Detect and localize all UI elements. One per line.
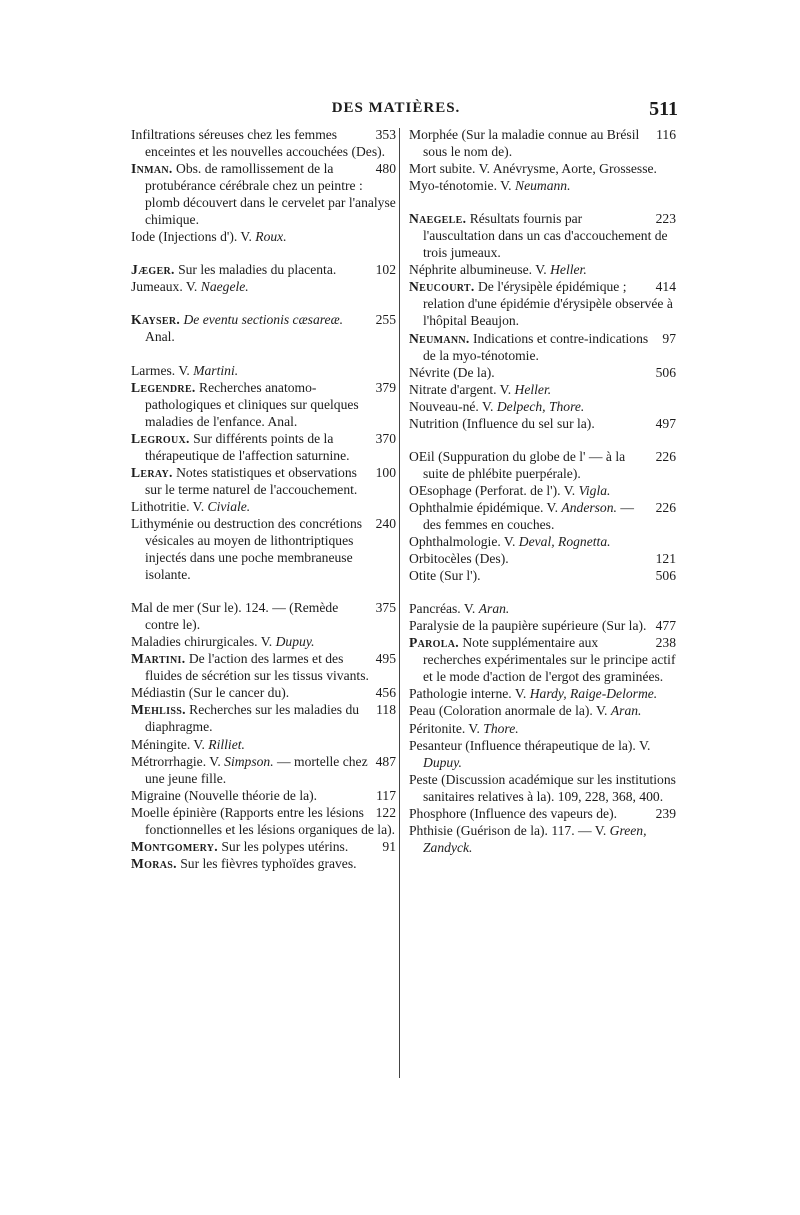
index-entry	[409, 685, 676, 702]
entry-cross-reference: Vigla.	[578, 482, 611, 498]
entry-page-number: 121	[655, 551, 676, 567]
section-gap	[409, 194, 676, 210]
entry-page-number: 118	[376, 702, 396, 718]
entry-page-number: 480	[375, 161, 396, 177]
entry-text: Pesanteur (Influence thérapeutique de la). V.	[409, 737, 651, 753]
entry-page-number: 226	[655, 448, 676, 464]
entry-cross-reference: Dupuy.	[423, 754, 462, 770]
entry-text: Iode (Injections d'). V.	[131, 229, 252, 245]
entry-page-number: 240	[375, 515, 396, 531]
index-entry	[409, 482, 676, 499]
entry-text: Obs. de ramollissement de la protubérance cérébrale chez un peintre : plomb découvert dans le cervelet par l'analyse chimique.	[145, 161, 396, 228]
entry-text: Néphrite albumineuse. V.	[409, 262, 547, 278]
entry-text: Nutrition (Influence du sel sur la).	[409, 415, 595, 431]
index-entry	[131, 787, 396, 804]
entry-text: Migraine (Nouvelle théorie de la).	[131, 787, 318, 803]
entry-page-number: 91	[382, 838, 396, 854]
entry-text: Paralysie de la paupière supérieure (Sur la).	[409, 618, 647, 634]
entry-cross-reference: Dupuy.	[275, 634, 315, 650]
entry-cross-reference: Green, Zandyck.	[423, 822, 647, 855]
entry-text: Peste (Discussion académique sur les institutions sanitaires relatives à la). 109, 228, 368, 400.	[409, 771, 676, 804]
entry-text: Otite (Sur l').	[409, 568, 481, 584]
entry-author: Leray.	[131, 464, 173, 480]
index-column-left	[131, 126, 396, 872]
section-gap	[131, 245, 396, 261]
entry-text: Ophthalmologie. V.	[409, 534, 516, 550]
entry-text: Infiltrations séreuses chez les femmes enceintes et les nouvelles accouchées (Des).	[131, 127, 386, 160]
entry-text: Maladies chirurgicales. V.	[131, 634, 273, 650]
index-entry	[131, 498, 396, 515]
index-entry	[409, 771, 676, 805]
entry-page-number: 223	[655, 211, 676, 227]
entry-cross-reference: Simpson.	[224, 753, 274, 769]
entry-text: Métrorrhagie. V.	[131, 753, 221, 769]
entry-text: Note supplémentaire aux recherches expérimentales sur le principe actif et le mode d'action de l'ergot des graminées.	[423, 635, 676, 685]
entry-page-number: 456	[375, 685, 396, 701]
entry-text: Lithotritie. V.	[131, 498, 205, 514]
entry-page-number: 116	[656, 127, 676, 142]
entry-cross-reference: Heller.	[550, 262, 587, 278]
index-entry	[409, 330, 676, 364]
entry-text: Sur différents points de la thérapeutique de l'affection saturnine.	[145, 430, 350, 463]
index-entry	[131, 599, 396, 633]
section-gap	[131, 295, 396, 311]
entry-author: Parola.	[409, 635, 459, 651]
index-entry	[131, 379, 396, 430]
entry-text: Ophthalmie épidémique. V.	[409, 499, 559, 515]
entry-cross-reference: Deval, Rognetta.	[518, 534, 611, 550]
entry-page-number: 239	[655, 805, 676, 821]
entry-cross-reference: Thore.	[483, 720, 519, 736]
entry-cross-reference: Heller.	[514, 381, 552, 397]
entry-author: Naegele.	[409, 211, 467, 227]
entry-cross-reference: Rilliet.	[208, 736, 245, 752]
entry-cross-reference: Hardy, Raige-Delorme.	[529, 686, 658, 702]
entry-text: OEsophage (Perforat. de l'). V.	[409, 482, 576, 498]
index-entry	[409, 533, 676, 550]
entry-text: Sur les polypes utérins.	[221, 838, 349, 854]
entry-cross-reference: Neumann.	[515, 178, 571, 194]
index-entry	[131, 464, 396, 498]
entry-page-number: 117	[376, 787, 396, 803]
entry-text: Pancréas. V.	[409, 601, 476, 617]
entry-page-number: 255	[375, 312, 396, 328]
entry-text: Pathologie interne. V.	[409, 686, 527, 702]
index-entry	[409, 177, 676, 194]
entry-page-number: 379	[375, 379, 396, 395]
index-entry	[131, 515, 396, 583]
index-entry	[409, 210, 676, 261]
index-entry	[409, 160, 676, 177]
entry-cross-reference: Aran.	[478, 601, 510, 617]
index-entry	[409, 617, 676, 634]
entry-title-italic: De eventu sectionis cæsareæ.	[183, 312, 344, 328]
entry-text: Myo-ténotomie. V.	[409, 178, 512, 194]
entry-author: Martini.	[131, 651, 186, 667]
index-entry	[409, 567, 676, 584]
entry-text: Sur les maladies du placenta.	[178, 262, 337, 278]
entry-page-number: 497	[655, 415, 676, 431]
entry-text: OEil (Suppuration du globe de l' — à la suite de phlébite puerpérale).	[409, 448, 626, 481]
index-column-right	[409, 126, 676, 856]
section-gap	[131, 346, 396, 362]
entry-text: Méningite. V.	[131, 736, 205, 752]
entry-page-number: 414	[655, 279, 676, 295]
entry-text: Peau (Coloration anormale de la). V.	[409, 703, 608, 719]
entry-text-continued: — des femmes en couches.	[423, 499, 634, 532]
entry-cross-reference: Naegele.	[200, 279, 249, 295]
entry-text: Anal.	[145, 329, 175, 345]
index-entry	[131, 430, 396, 464]
index-entry	[131, 278, 396, 295]
entry-text-continued: — mortelle chez une jeune fille.	[145, 753, 368, 786]
index-entry	[409, 261, 676, 278]
index-entry	[409, 550, 676, 567]
entry-text: Mort subite. V. Anévrysme, Aorte, Grossesse.	[409, 161, 657, 177]
entry-cross-reference: Aran.	[610, 703, 642, 719]
entry-text: Nouveau-né. V.	[409, 398, 494, 414]
index-entry	[409, 398, 676, 415]
entry-text: Sur les fièvres typhoïdes graves.	[180, 855, 357, 871]
index-entry	[131, 650, 396, 684]
index-entry	[131, 228, 396, 245]
index-entry	[409, 381, 676, 398]
index-entry	[131, 804, 396, 838]
index-entry	[409, 600, 676, 617]
index-entry	[131, 126, 396, 160]
index-entry	[409, 737, 676, 771]
entry-text: Indications et contre-indications de la myo-ténotomie.	[423, 330, 649, 363]
entry-text: Recherches sur les maladies du diaphragme.	[145, 702, 360, 735]
section-gap	[131, 583, 396, 599]
entry-author: Inman.	[131, 161, 173, 177]
entry-author: Jæger.	[131, 262, 175, 278]
running-title: DES MATIÈRES.	[331, 100, 461, 116]
index-entry	[409, 364, 676, 381]
entry-text: Phosphore (Influence des vapeurs de).	[409, 805, 617, 821]
entry-author: Legroux.	[131, 430, 190, 446]
entry-page-number: 122	[375, 804, 396, 820]
section-gap	[409, 432, 676, 448]
index-entry	[131, 736, 396, 753]
entry-author: Montgomery.	[131, 838, 218, 854]
entry-text: Morphée (Sur la maladie connue au Brésil sous le nom de).	[409, 127, 640, 160]
entry-author: Neucourt.	[409, 279, 475, 295]
index-entry	[131, 362, 396, 379]
entry-page-number: 477	[655, 618, 676, 634]
entry-cross-reference: Civiale.	[207, 498, 251, 514]
entry-page-number: 102	[375, 262, 396, 278]
index-entry	[409, 822, 676, 856]
entry-author: Moras.	[131, 855, 177, 871]
entry-text: Médiastin (Sur le cancer du).	[131, 685, 290, 701]
index-entry	[409, 415, 676, 432]
index-entry	[409, 448, 676, 482]
entry-text: Lithyménie ou destruction des concrétions vésicales au moyen de lithontriptiques injectés dans une poche membraneuse isolante.	[131, 515, 363, 583]
index-entry	[131, 261, 396, 278]
entry-page-number: 375	[375, 600, 396, 616]
entry-text: De l'érysipèle épidémique ; relation d'une épidémie d'érysipèle observée à l'hôpital Beaujon.	[423, 279, 673, 329]
index-entry	[131, 855, 396, 872]
entry-page-number: 506	[655, 568, 676, 584]
entry-text: Péritonite. V.	[409, 720, 480, 736]
entry-cross-reference: Delpech, Thore.	[496, 398, 585, 414]
index-entry	[131, 753, 396, 787]
page-number: 511	[649, 98, 678, 120]
index-entry	[131, 701, 396, 735]
index-entry	[409, 126, 676, 160]
entry-text: Mal de mer (Sur le). 124. — (Remède contre le).	[131, 600, 339, 633]
entry-page-number: 370	[375, 430, 396, 446]
entry-page-number: 226	[655, 499, 676, 515]
index-entry	[409, 634, 676, 685]
entry-author: Legendre.	[131, 379, 196, 395]
entry-text: Phthisie (Guérison de la). 117. — V.	[409, 822, 607, 838]
entry-author: Neumann.	[409, 330, 470, 346]
entry-text: Notes statistiques et observations sur le terme naturel de l'accouchement.	[145, 464, 358, 497]
entry-page-number: 495	[375, 651, 396, 667]
entry-page-number: 487	[375, 753, 396, 769]
index-entry	[409, 278, 676, 329]
entry-text: Résultats fournis par l'auscultation dans un cas d'accouchement de trois jumeaux.	[423, 211, 668, 261]
index-entry	[131, 838, 396, 855]
entry-cross-reference: Roux.	[255, 229, 287, 245]
entry-cross-reference: Anderson.	[561, 499, 617, 515]
entry-text: Orbitocèles (Des).	[409, 551, 509, 567]
column-divider	[399, 128, 400, 1078]
entry-text: Nitrate d'argent. V.	[409, 381, 512, 397]
entry-text: Névrite (De la).	[409, 364, 495, 380]
entry-cross-reference: Martini.	[193, 362, 239, 378]
entry-page-number: 238	[655, 635, 676, 651]
section-gap	[409, 584, 676, 600]
entry-text: Recherches anatomo-pathologiques et cliniques sur quelques maladies de l'enfance. Anal.	[145, 379, 359, 429]
index-entry	[409, 702, 676, 719]
index-entry	[131, 160, 396, 228]
entry-page-number: 353	[375, 127, 396, 142]
entry-text: Moelle épinière (Rapports entre les lésions fonctionnelles et les lésions organiques de la).	[131, 804, 396, 837]
index-entry	[131, 311, 396, 345]
entry-text: De l'action des larmes et des fluides de sécrétion sur les tissus vivants.	[145, 651, 369, 684]
entry-text: Jumeaux. V.	[131, 279, 198, 295]
index-entry	[131, 684, 396, 701]
entry-text: Larmes. V.	[131, 362, 190, 378]
entry-author: Mehliss.	[131, 702, 186, 718]
entry-page-number: 97	[662, 330, 676, 346]
index-entry	[409, 720, 676, 737]
entry-page-number: 506	[655, 364, 676, 380]
index-entry	[409, 499, 676, 533]
index-entry	[131, 633, 396, 650]
entry-author: Kayser.	[131, 312, 181, 328]
index-entry	[409, 805, 676, 822]
entry-page-number: 100	[375, 464, 396, 480]
